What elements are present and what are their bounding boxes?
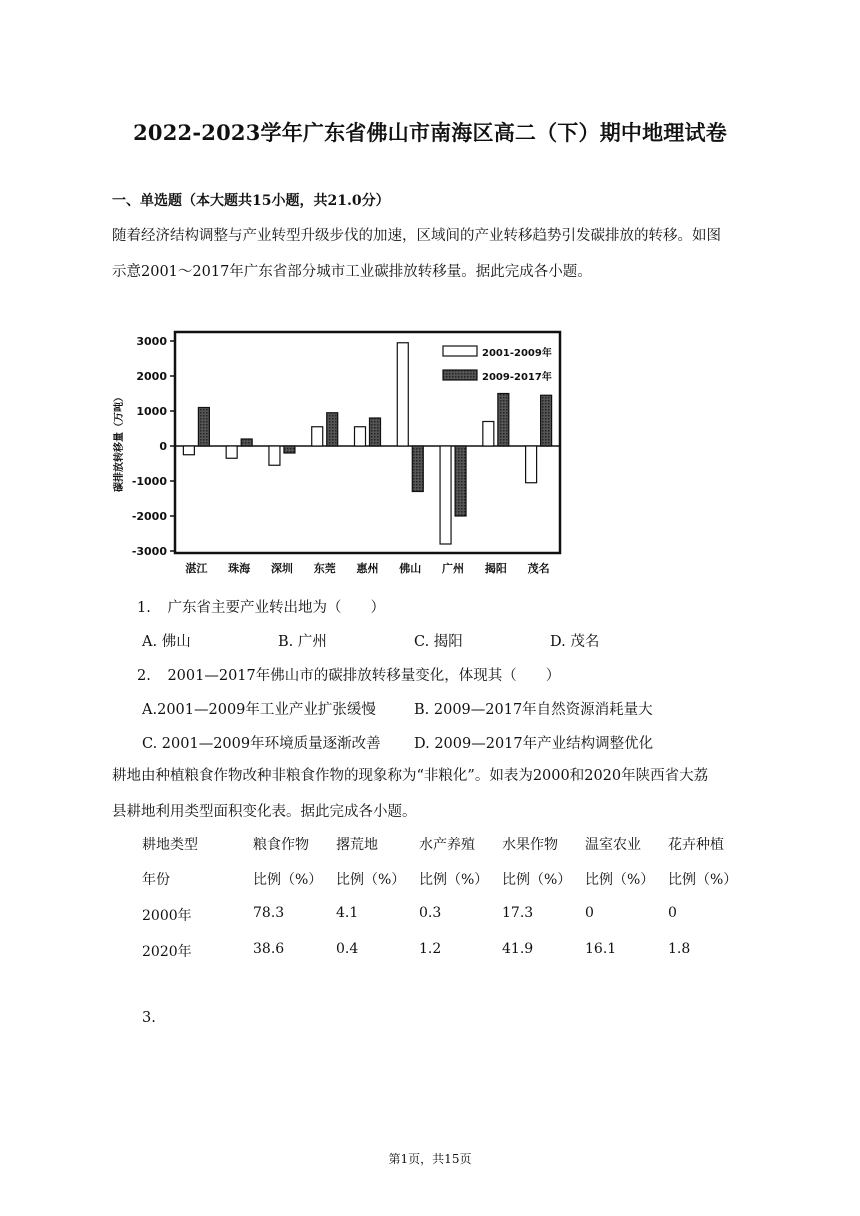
- table-cell: 1.8: [668, 941, 691, 957]
- bar-2001-2009-东莞: [312, 427, 323, 446]
- y-tick-label: -3000: [131, 545, 167, 558]
- bar-2001-2009-珠海: [226, 446, 237, 458]
- question-1-number: 1.: [137, 600, 151, 616]
- bar-2001-2009-茂名: [526, 446, 537, 483]
- x-tick-label: 惠州: [356, 562, 379, 575]
- question-2-number: 2.: [137, 668, 151, 684]
- x-tick-label: 广州: [442, 562, 465, 575]
- q2-option-c[interactable]: C. 2001—2009年环境质量逐渐改善: [142, 736, 381, 752]
- bar-2009-2017-湛江: [198, 408, 209, 447]
- bar-2009-2017-惠州: [370, 418, 381, 446]
- table-cell: 78.3: [253, 905, 285, 921]
- table-cell: 4.1: [336, 905, 359, 921]
- q2-option-a[interactable]: A.2001—2009年工业产业扩张缓慢: [142, 702, 376, 718]
- table-cell: 17.3: [502, 905, 534, 921]
- x-tick-label: 东莞: [313, 562, 336, 575]
- x-tick-label: 深圳: [270, 562, 293, 575]
- intro-1-line-2: 示意2001～2017年广东省部分城市工业碳排放转移量。据此完成各小题。: [112, 264, 592, 280]
- bar-2009-2017-佛山: [412, 446, 423, 492]
- table-cell: 2020年: [142, 944, 192, 960]
- question-1: [137, 596, 385, 617]
- y-tick-label: 0: [159, 440, 167, 453]
- legend-swatch-2009-2017: [443, 370, 477, 380]
- table-cell: 0: [668, 905, 677, 921]
- table-cell: 0.3: [419, 905, 442, 921]
- bar-2009-2017-揭阳: [498, 394, 509, 447]
- bar-2001-2009-揭阳: [483, 422, 494, 447]
- table-header-cell: 水产养殖: [419, 837, 475, 853]
- table-header-cell: 撂荒地: [336, 837, 378, 853]
- bar-2001-2009-湛江: [183, 446, 194, 455]
- bar-2009-2017-珠海: [241, 439, 252, 446]
- y-tick-label: 1000: [136, 405, 167, 418]
- table-cell: 0: [585, 905, 594, 921]
- page-footer: 第1页，共15页: [388, 1152, 472, 1166]
- question-2-stem: 2001—2017年佛山市的碳排放转移量变化，体现其（ ）: [167, 668, 561, 684]
- legend: [443, 346, 552, 383]
- table-cell: 38.6: [253, 941, 285, 957]
- intro-paragraph-1: [112, 218, 752, 290]
- legend-label-2001-2009: 2001-2009年: [482, 348, 552, 359]
- x-axis-labels: [185, 561, 549, 575]
- y-tick-label: -2000: [131, 510, 167, 523]
- y-axis-ticks: [132, 335, 175, 558]
- legend-swatch-2001-2009: [443, 346, 477, 356]
- bar-2001-2009-广州: [440, 446, 451, 544]
- table-cell: 16.1: [585, 941, 617, 957]
- table-header-cell: 花卉种植: [668, 837, 724, 853]
- x-tick-label: 茂名: [527, 562, 550, 575]
- table-header-cell: 耕地类型: [142, 837, 198, 853]
- q1-option-b[interactable]: B. 广州: [278, 634, 327, 650]
- question-3-number: 3.: [142, 1010, 156, 1026]
- page-title: 2022-2023学年广东省佛山市南海区高二（下）期中地理试卷: [133, 120, 727, 145]
- table-header-cell: 粮食作物: [253, 837, 309, 853]
- intro-2-line-2: 县耕地利用类型面积变化表。据此完成各小题。: [112, 804, 417, 820]
- table-header-cell: 比例（%）: [336, 872, 406, 888]
- intro-2-line-1: 耕地由种植粮食作物改种非粮食作物的现象称为“非粮化”。如表为2000和2020年陕西省大荔: [112, 768, 709, 784]
- intro-1-line-1: 随着经济结构调整与产业转型升级步伐的加速，区域间的产业转移趋势引发碳排放的转移。如图: [112, 228, 721, 244]
- y-tick-label: -1000: [131, 475, 167, 488]
- table-header-cell: 比例（%）: [253, 872, 323, 888]
- intro-paragraph-2: [112, 758, 752, 830]
- table-header-cell: 水果作物: [502, 837, 558, 853]
- bar-2009-2017-广州: [455, 446, 466, 516]
- bar-2009-2017-东莞: [327, 413, 338, 446]
- bar-2001-2009-深圳: [269, 446, 280, 465]
- bar-2009-2017-茂名: [541, 395, 552, 446]
- table-cell: 2000年: [142, 908, 192, 924]
- q1-option-d[interactable]: D. 茂名: [550, 634, 600, 650]
- legend-label-2009-2017: 2009-2017年: [482, 372, 552, 383]
- x-tick-label: 佛山: [399, 562, 422, 575]
- q1-option-a[interactable]: A. 佛山: [142, 634, 191, 650]
- x-tick-label: 揭阳: [484, 562, 507, 575]
- q2-option-d[interactable]: D. 2009—2017年产业结构调整优化: [414, 736, 654, 752]
- table-header-cell: 温室农业: [585, 837, 641, 853]
- table-cell: 1.2: [419, 941, 442, 957]
- table-header-cell: 比例（%）: [419, 872, 489, 888]
- table-cell: 0.4: [336, 941, 359, 957]
- x-tick-label: 湛江: [185, 562, 208, 575]
- y-tick-label: 3000: [136, 335, 167, 348]
- question-1-stem: 广东省主要产业转出地为（ ）: [167, 600, 385, 616]
- bar-2001-2009-惠州: [355, 427, 366, 446]
- table-header-cell: 比例（%）: [502, 872, 572, 888]
- carbon-transfer-chart: [110, 325, 580, 580]
- bar-2009-2017-深圳: [284, 446, 295, 453]
- table-header-cell: 比例（%）: [585, 872, 655, 888]
- table-cell: 41.9: [502, 941, 534, 957]
- section-heading: 一、单选题（本大题共15小题，共21.0分）: [112, 193, 390, 209]
- q2-option-b[interactable]: B. 2009—2017年自然资源消耗量大: [414, 702, 653, 718]
- question-2: [137, 664, 560, 685]
- table-header-cell: 比例（%）: [668, 872, 738, 888]
- x-tick-label: 珠海: [228, 562, 251, 575]
- table-header-cell: 年份: [142, 872, 170, 888]
- bar-2001-2009-佛山: [397, 343, 408, 446]
- y-tick-label: 2000: [136, 370, 167, 383]
- q1-option-c[interactable]: C. 揭阳: [414, 634, 463, 650]
- y-axis-label: 碳排放转移量（万吨）: [114, 392, 125, 492]
